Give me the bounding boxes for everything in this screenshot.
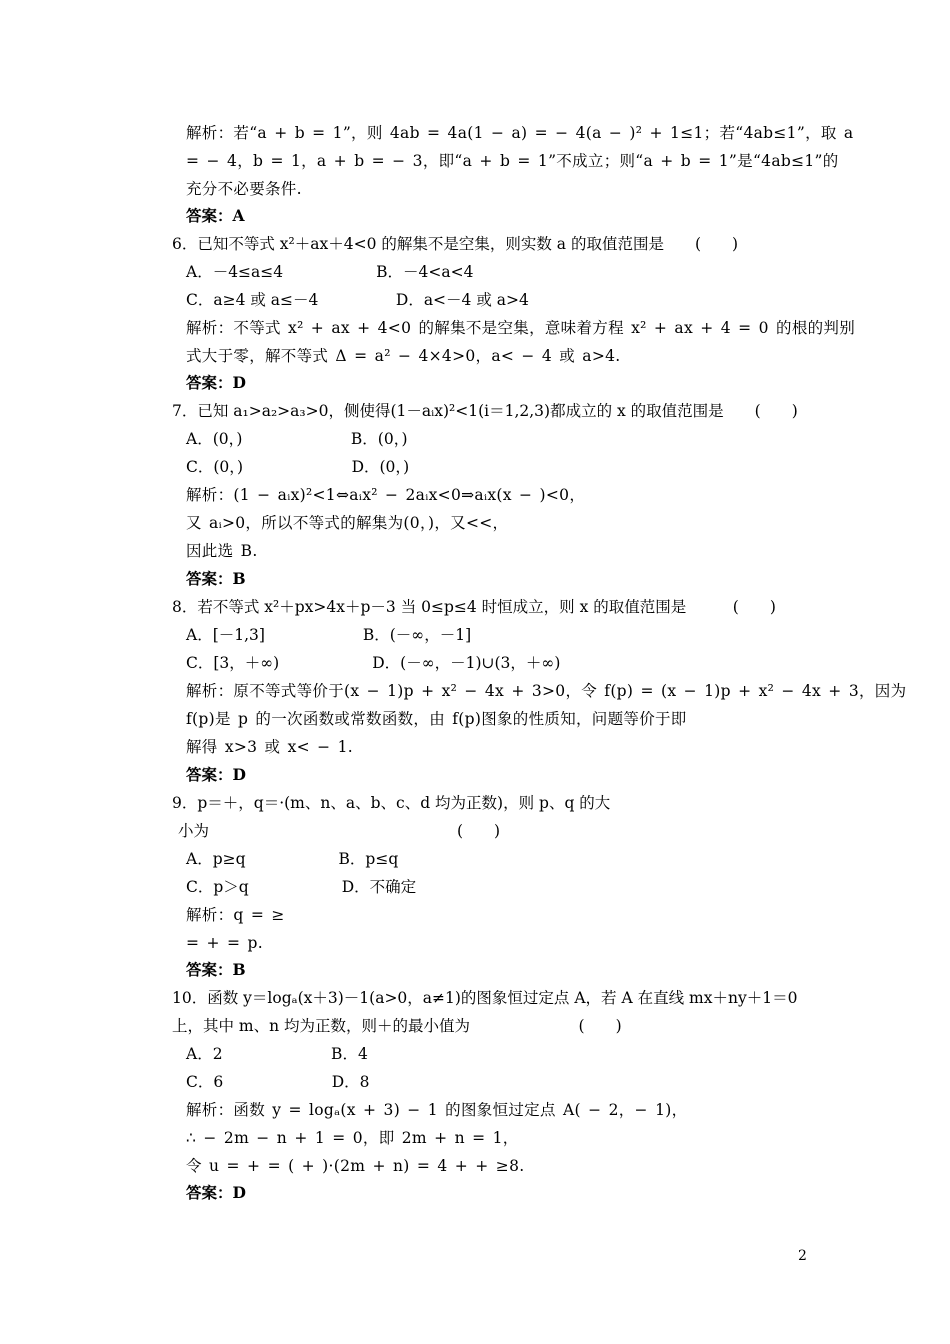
text-line: 令 u = + = ( + )·(2m + n) = 4 + + ≥8. (186, 1157, 525, 1175)
text-line: = − 4，b = 1，a + b = − 3，即“a + b = 1”不成立；则“a + b = 1”是“4ab≤1”的 (186, 152, 839, 170)
option-line: C．(0，) D．(0，) (186, 458, 410, 476)
text-line: 上，其中 m、n 均为正数，则＋的最小值为 ( ) (172, 1017, 622, 1035)
page-number: 2 (798, 1248, 807, 1264)
text-line: 解得 x>3 或 x< − 1. (186, 738, 354, 756)
question-6: 6．已知不等式 x²＋ax＋4<0 的解集不是空集，则实数 a 的取值范围是 ( ) (172, 235, 739, 253)
option-line: A．－4≤a≤4 B．－4<a<4 (186, 263, 474, 281)
answer-label: 答案：B (186, 960, 246, 979)
question-10: 10．函数 y＝logₐ(x＋3)－1(a>0，a≠1)的图象恒过定点 A，若 A 在直线 mx＋ny＋1＝0 (172, 989, 798, 1007)
option-line: A．2 B．4 (186, 1045, 368, 1063)
option-line: C．[3，＋∞) D．(－∞，－1)∪(3，＋∞) (186, 654, 561, 672)
answer-label: 答案：B (186, 569, 246, 588)
text-line: 解析：q = ≥ (186, 906, 285, 924)
question-8: 8．若不等式 x²＋px>4x＋p－3 当 0≤p≤4 时恒成立，则 x 的取值范围是 ( ) (172, 598, 776, 616)
text-line: 解析：不等式 x² + ax + 4<0 的解集不是空集，意味着方程 x² + ax + 4 = 0 的根的判别 (186, 319, 856, 337)
question-7: 7．已知 a₁>a₂>a₃>0，侧使得(1－aᵢx)²<1(i＝1,2,3)都成立的 x 的取值范围是 ( ) (172, 402, 798, 420)
text-line: 解析：(1 − aᵢx)²<1⇔aᵢx² − 2aᵢx<0⇒aᵢx(x − )<0， (186, 486, 586, 504)
answer-label: 答案：D (186, 765, 246, 784)
answer-label: 答案：A (186, 206, 245, 225)
option-line: C．p＞q D．不确定 (186, 878, 417, 896)
text-line: 解析：原不等式等价于(x − 1)p + x² − 4x + 3>0，令 f(p) = (x − 1)p + x² − 4x + 3，因为 (186, 682, 907, 700)
text-line: 又 aᵢ>0，所以不等式的解集为(0，)，又<<， (186, 514, 509, 532)
question-9: 9．p＝＋，q＝·(m、n、a、b、c、d 均为正数)，则 p、q 的大 (172, 794, 611, 812)
text-line: 解析：函数 y = logₐ(x + 3) − 1 的图象恒过定点 A( − 2，− 1)， (186, 1101, 688, 1119)
text-line: = + = p. (186, 934, 263, 952)
text-line: 小为 ( ) (178, 822, 501, 840)
text-line: 因此选 B. (186, 542, 258, 560)
option-line: C．a≥4 或 a≤－4 D．a<－4 或 a>4 (186, 291, 529, 309)
answer-label: 答案：D (186, 373, 246, 392)
option-line: A．(0，) B．(0，) (186, 430, 408, 448)
option-line: C．6 D．8 (186, 1073, 370, 1091)
option-line: A．[－1,3] B．(－∞，－1] (186, 626, 472, 644)
text-line: 式大于零，解不等式 Δ = a² − 4×4>0，a< − 4 或 a>4. (186, 347, 621, 365)
text-line: 充分不必要条件. (186, 180, 302, 198)
text-line: 解析：若“a + b = 1”，则 4ab = 4a(1 − a) = − 4(a − )² + 1≤1；若“4ab≤1”，取 a (186, 124, 854, 142)
answer-label: 答案：D (186, 1183, 246, 1202)
option-line: A．p≥q B．p≤q (186, 850, 399, 868)
text-line: ∴ − 2m − n + 1 = 0，即 2m + n = 1， (186, 1129, 519, 1147)
text-line: f(p)是 p 的一次函数或常数函数，由 f(p)图象的性质知，问题等价于即 (186, 710, 687, 728)
